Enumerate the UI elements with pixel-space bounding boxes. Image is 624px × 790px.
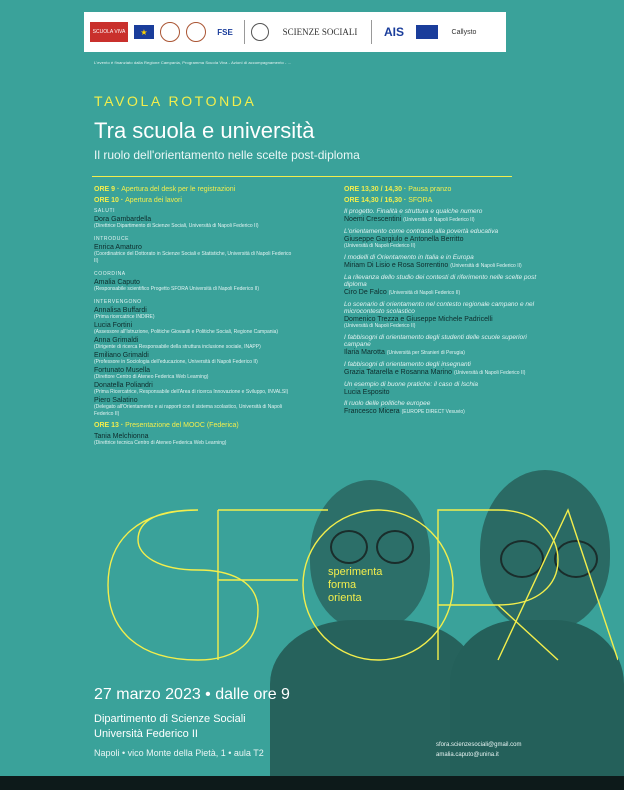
speaker-name: Dora Gambardella bbox=[94, 216, 152, 223]
speaker-name: Tania Melchionna bbox=[94, 433, 149, 440]
funding-note: L'evento è finanziato dalla Regione Campania, Programma Scuola Viva - Azioni di accompagnamento - ... bbox=[94, 60, 292, 65]
speaker-name: Lucia Fortini bbox=[94, 322, 133, 329]
speaker-name: Noemi Crescentini (Università di Napoli Federico II) bbox=[344, 216, 475, 223]
program-right-column bbox=[344, 186, 544, 416]
contacts bbox=[436, 740, 521, 760]
speaker-role: (Università di Napoli Federico II) bbox=[344, 243, 416, 249]
speaker-role: (Dirigente di ricerca Responsabile della struttura inclusione sociale, INAPP) bbox=[94, 344, 261, 350]
divider bbox=[92, 176, 512, 177]
speaker-role: (Responsabile scientifico Progetto SFORA Università di Napoli Federico II) bbox=[94, 286, 260, 292]
talk-title: Il progetto. Finalità e struttura e qualche numero bbox=[344, 208, 483, 215]
eu-pon-logo bbox=[416, 25, 438, 39]
logo-separator bbox=[371, 20, 372, 44]
speaker-role: (Direttrice Dipartimento di Scienze Sociali, Università di Napoli Federico II) bbox=[94, 223, 259, 229]
tagline-line: forma bbox=[328, 579, 357, 591]
speaker-role: (Coordinatrice del Dottorato in Scienze Sociali e Statistiche, Università di Napoli Federico II) bbox=[94, 251, 292, 264]
talk-title: I modelli di Orientamento in Italia e in Europa bbox=[344, 254, 474, 261]
tagline bbox=[328, 566, 382, 605]
speaker-name: Piero Salatino bbox=[94, 397, 138, 404]
time-header: ORE 13,30 / 14,30 · Pausa pranzo bbox=[344, 186, 452, 193]
speaker-name: Miriam Di Lisio e Rosa Sorrentino (Università di Napoli Federico II) bbox=[344, 262, 522, 269]
speaker-name: Donatella Poliandri bbox=[94, 382, 153, 389]
speaker-name: Grazia Tatarella e Rosanna Marino (Università di Napoli Federico II) bbox=[344, 369, 526, 376]
speaker-role: (Professore in Sociologia dell'educazione, Università di Napoli Federico II) bbox=[94, 359, 258, 365]
speaker-name: Giuseppe Gargiulo e Antonella Berritto bbox=[344, 236, 464, 243]
logo-bar bbox=[84, 12, 506, 52]
talk-title: Un esempio di buone pratiche: il caso di Ischia bbox=[344, 381, 479, 388]
speaker-name: Annalisa Buffardi bbox=[94, 307, 147, 314]
venue-line: Università Federico II bbox=[94, 728, 198, 740]
eu-flag-logo: ★ bbox=[134, 25, 154, 39]
speaker-name: Fortunato Musella bbox=[94, 367, 151, 374]
sfora-letter-s bbox=[108, 510, 258, 660]
time-header: ORE 13 · Presentazione del MOOC (Federica) bbox=[94, 422, 239, 429]
logo-separator bbox=[244, 20, 245, 44]
page-title: Tra scuola e università bbox=[94, 118, 315, 143]
talk-title: L'orientamento come contrasto alla povertà educativa bbox=[344, 228, 499, 235]
event-type: TAVOLA ROTONDA bbox=[94, 93, 257, 109]
program-left-column bbox=[94, 186, 294, 447]
speaker-role: (Prima Ricercatrice, Responsabile dell'Area di ricerca Innovazione e Sviluppo, INVALSI) bbox=[94, 389, 289, 395]
speaker-name: Anna Grimaldi bbox=[94, 337, 139, 344]
talk-title: Lo scenario di orientamento nel contesto regionale campano e nel microcontesto scolastico bbox=[344, 301, 535, 315]
talk-title: Il ruolo delle politiche europee bbox=[344, 400, 431, 407]
section-label: INTERVENGONO bbox=[94, 299, 142, 305]
section-label: COORDINA bbox=[94, 271, 126, 277]
italy-emblem-logo bbox=[160, 22, 180, 42]
bottom-bar bbox=[0, 776, 624, 790]
event-address: Napoli • vico Monte della Pietà, 1 • aula T2 bbox=[94, 748, 264, 758]
time-header: ORE 9 · Apertura del desk per le registrazioni bbox=[94, 186, 236, 193]
speaker-name: Francesco Micera (EUROPE DIRECT Vesuvio) bbox=[344, 408, 465, 415]
speaker-role: (Delegato all'Orientamento e ai rapporti con il sistema scolastico, Università di Napoli Federico II) bbox=[94, 404, 282, 417]
talk-title: La rilevanza dello studio dei contesti di riferimento nelle scelte post diploma bbox=[344, 274, 537, 288]
section-label: INTRODUCE bbox=[94, 236, 130, 242]
scuola-viva-logo: SCUOLA VIVA bbox=[90, 22, 128, 42]
tagline-line: sperimenta bbox=[328, 566, 383, 578]
speaker-name: Ilaria Marotta (Università per Stranieri di Perugia) bbox=[344, 349, 465, 356]
sfora-letter-a bbox=[498, 510, 618, 660]
speaker-name: Amalia Caputo bbox=[94, 279, 140, 286]
speaker-role: (Direttore Centro di Ateneo Federica Web Learning) bbox=[94, 374, 209, 380]
speaker-name: Ciro De Falco (Università di Napoli Federico II) bbox=[344, 289, 461, 296]
speaker-name: Enrica Amaturo bbox=[94, 244, 142, 251]
section-label: SALUTI bbox=[94, 208, 116, 214]
talk-title: I fabbisogni di orientamento degli insegnanti bbox=[344, 361, 471, 368]
fse-logo: FSE bbox=[217, 27, 233, 37]
university-seal-logo bbox=[251, 23, 269, 41]
speaker-name: Domenico Trezza e Giuseppe Michele Padricelli bbox=[344, 316, 493, 323]
callysto-logo: Callysto bbox=[451, 28, 477, 36]
speaker-role: (Assessore all'Istruzione, Politiche Giovanili e Politiche Sociali, Regione Campania) bbox=[94, 329, 279, 335]
time-header: ORE 10 · Apertura dei lavori bbox=[94, 197, 182, 204]
sfora-letter-r bbox=[438, 510, 558, 660]
speaker-role: (Università di Napoli Federico II) bbox=[344, 323, 416, 329]
venue-line: Dipartimento di Scienze Sociali bbox=[94, 713, 246, 725]
page-subtitle: Il ruolo dell'orientamento nelle scelte post-diploma bbox=[94, 148, 360, 162]
speaker-role: (Direttrice tecnica Centro di Ateneo Federica Web Learning) bbox=[94, 440, 227, 446]
scienze-sociali-logo: SCIENZE SOCIALI bbox=[282, 26, 358, 37]
ais-logo: AIS bbox=[383, 25, 404, 39]
tagline-line: orienta bbox=[328, 592, 362, 604]
time-header: ORE 14,30 / 16,30 · SFORA bbox=[344, 197, 433, 204]
speaker-name: Lucia Esposito bbox=[344, 389, 390, 396]
sfora-letter-f bbox=[218, 510, 328, 660]
event-date: 27 marzo 2023 • dalle ore 9 bbox=[94, 686, 290, 703]
speaker-name: Emiliano Grimaldi bbox=[94, 352, 149, 359]
talk-title: I fabbisogni di orientamento degli studenti delle scuole superiori campane bbox=[344, 334, 527, 348]
email-link[interactable]: sfora.scienzesociali@gmail.com bbox=[436, 742, 522, 748]
regione-campania-logo bbox=[186, 22, 206, 42]
speaker-role: (Prima ricercatrice INDIRE) bbox=[94, 314, 155, 320]
email-link[interactable]: amalia.caputo@unina.it bbox=[436, 752, 499, 758]
event-venue bbox=[94, 712, 246, 742]
